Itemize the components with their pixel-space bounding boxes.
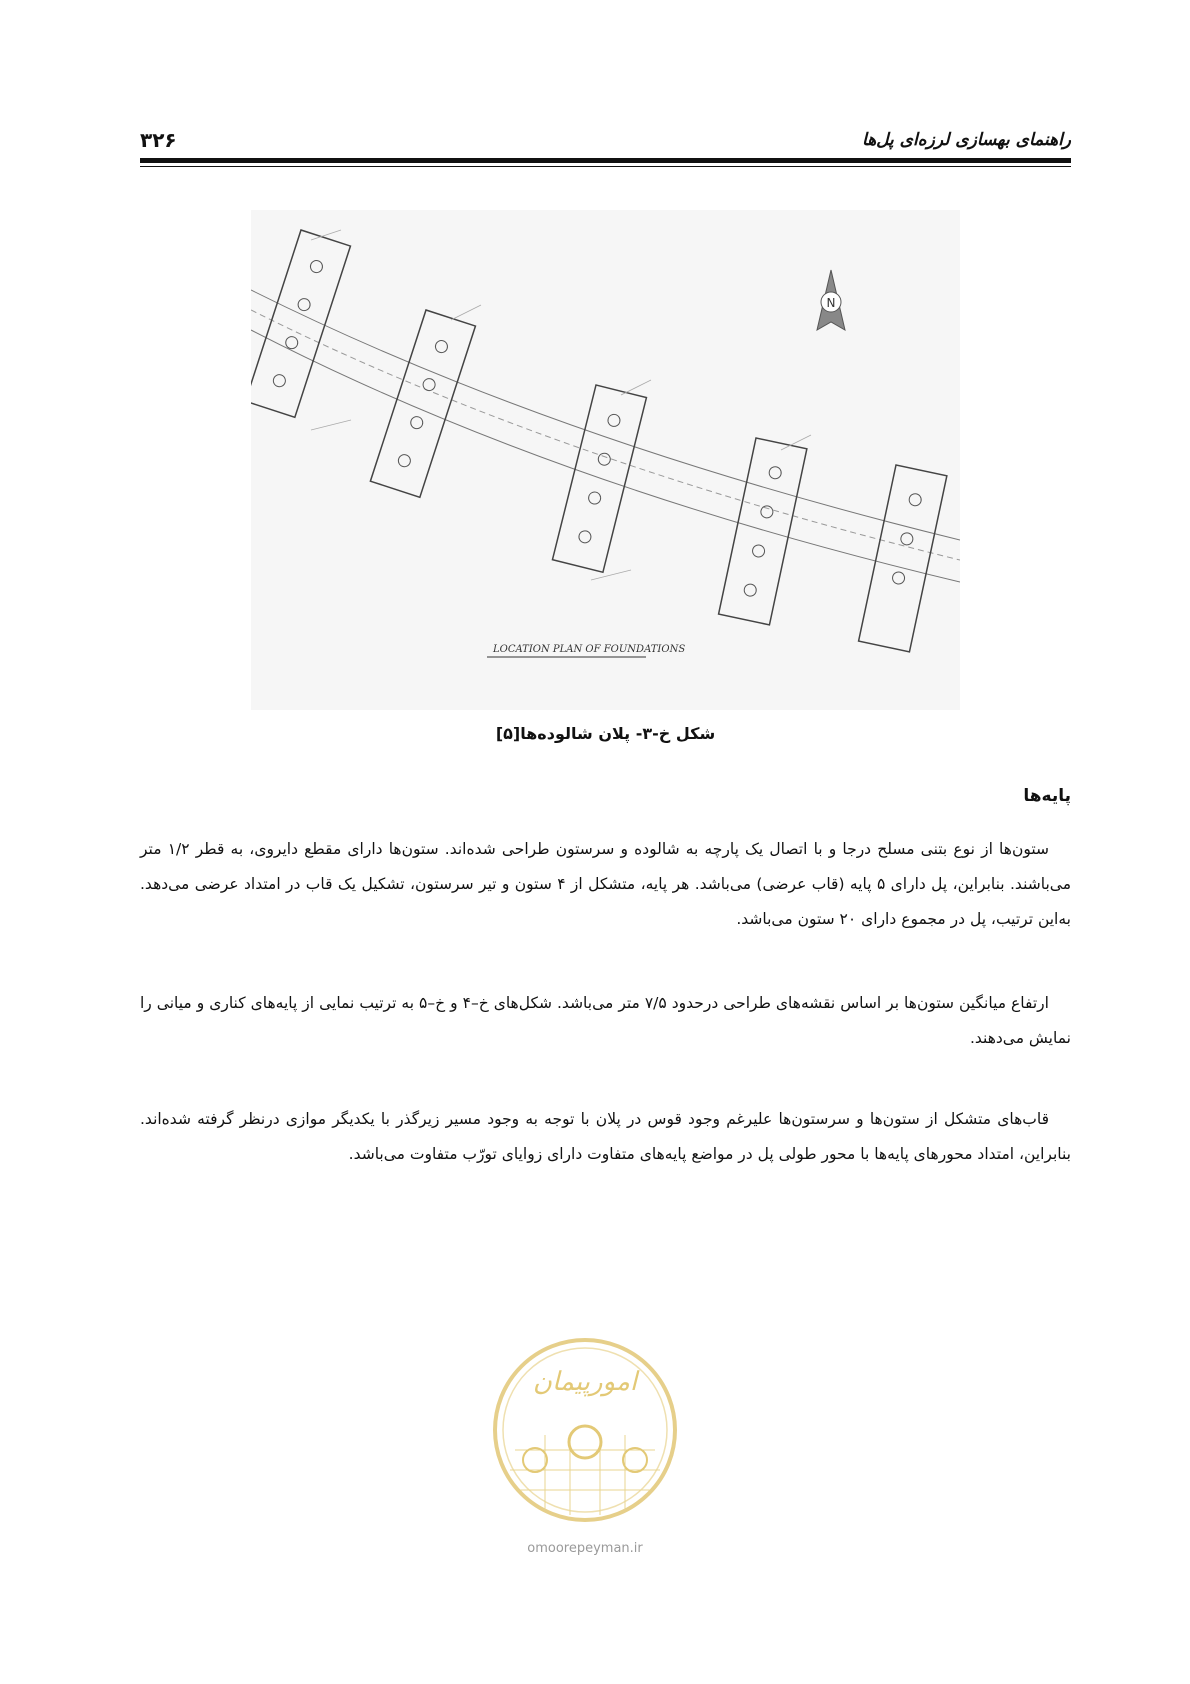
road-line (251, 290, 960, 540)
book-title: راهنمای بهسازی لرزه‌ای پل‌ها (862, 130, 1071, 150)
pier-footing (370, 310, 475, 497)
header-rule-thick (140, 158, 1071, 163)
road-line (251, 310, 960, 560)
pier-footing (251, 230, 350, 417)
foundation-plan-drawing (251, 210, 960, 710)
page-number: ۳۲۶ (140, 128, 177, 152)
watermark-logo-text: امورپیمان (532, 1367, 638, 1397)
north-label: N (826, 296, 836, 310)
figure-caption: شکل خ-۳- پلان شالوده‌ها[۵] (495, 724, 716, 743)
foundation-plan-figure (251, 210, 960, 710)
header-rule-thin (140, 166, 1071, 167)
pier-footing (859, 465, 947, 652)
watermark-logo (485, 1330, 685, 1560)
road-line (251, 330, 960, 582)
paragraph: ستون‌ها از نوع بتنی مسلح درجا و با اتصال یک پارچه به شالوده و سرستون طراحی شده‌اند. ستون‌ها دارای مقطع دایروی، به قطر ۱/۲ متر می‌باشند. بنابراین، پل دارای ۵ پایه (قاب عرضی) می‌باشد. هر پایه، متشکل از ۴ ستون و تیر سرستون، تشکیل یک قاب در امتداد عرضی می‌دهد. به‌این ترتیب، پل در مجموع دارای ۲۰ ستون می‌باشد. (140, 840, 1071, 928)
north-arrow-icon (817, 270, 845, 330)
drawing-title: LOCATION PLAN OF FOUNDATIONS (493, 644, 686, 655)
paragraph: قاب‌های متشکل از ستون‌ها و سرستون‌ها علیرغم وجود قوس در پلان با توجه به وجود مسیر زیرگذر با یکدیگر موازی درنظر گرفته شده‌اند. بنابراین، امتداد محورهای پایه‌ها با محور طولی پل در مواضع پایه‌های متفاوت دارای زوایای تورّب متفاوت می‌باشد. (140, 1110, 1071, 1163)
page-header (140, 128, 1071, 160)
watermark-seal-icon (485, 1330, 685, 1560)
pier-footing (719, 438, 807, 625)
section-title: پایه‌ها (1023, 786, 1071, 806)
pier-footing (552, 385, 646, 572)
paragraph: ارتفاع میانگین ستون‌ها بر اساس نقشه‌های طراحی درحدود ۷/۵ متر می‌باشد. شکل‌های خ–۴ و خ–۵ به ترتیب نمایی از پایه‌های کناری و میانی را نمایش می‌دهند. (140, 994, 1071, 1047)
watermark-site: omoorepeyman.ir (527, 1541, 643, 1556)
